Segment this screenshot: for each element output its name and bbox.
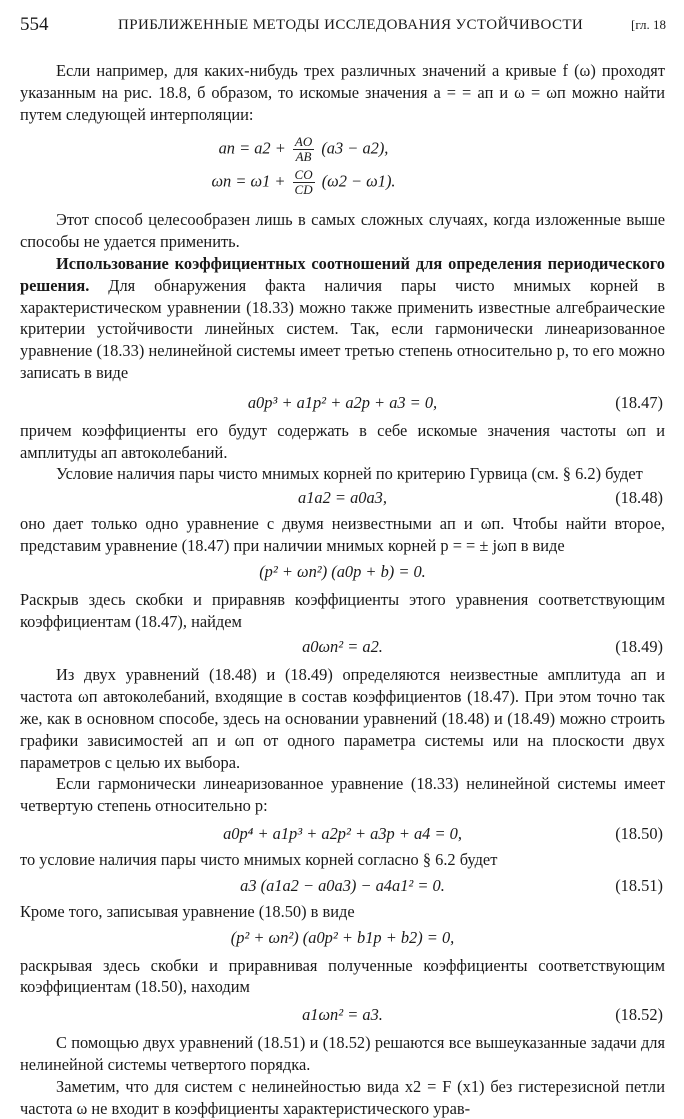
fraction-numerator: CO <box>294 167 313 183</box>
paragraph-4: причем коэффициенты его будут содержать в себе искомые значения частоты ωп и амплитуды aп автоколебаний. <box>20 420 665 462</box>
equation-expression: a0p⁴ + a1p³ + a2p² + a3p + a4 = 0, <box>223 823 462 843</box>
page-body <box>20 60 665 1119</box>
paragraph-11: Кроме того, записывая уравнение (18.50) в виде <box>20 901 355 921</box>
interp-a-right: (a3 − a2), <box>321 138 389 158</box>
paragraph-2: Этот способ целесообразен лишь в самых сложных случаях, когда изложенные выше способы не удается применить. <box>20 210 665 252</box>
equation-18-49 <box>20 636 665 658</box>
equation-number: (18.52) <box>615 1005 663 1025</box>
paragraph-3-body: Для обнаружения факта наличия пары чисто мнимых корней в характеристическом уравнении (18.33) можно также применить известные алгебраические критерии устойчивости линейных систем. Так, если гармонически линеаризованное уравнение (18.33) нелинейной системы имеет третью степень относительно p, то его можно записать в виде <box>20 275 665 382</box>
equation-expression: a0p³ + a1p² + a2p + a3 = 0, <box>247 392 438 412</box>
fraction-denominator: AB <box>295 149 312 165</box>
equation-number: (18.47) <box>615 392 663 412</box>
page-number: 554 <box>20 14 49 35</box>
page-header <box>20 14 666 38</box>
paragraph-7: Раскрыв здесь скобки и приравняв коэффициенты этого уравнения соответствующим коэффициентам (18.47), найдем <box>20 589 665 631</box>
equation-18-50 <box>20 823 665 845</box>
equation-18-48 <box>20 487 665 509</box>
fraction-ao-ab <box>293 135 314 164</box>
equation-18-47 <box>20 392 665 414</box>
paragraph-1: Если например, для каких-нибудь трех различных значений a кривые f (ω) проходят указанным на рис. 18.8, б образом, то искомые значения a = = aп и ω = ωп можно найти путем следующей интерполяции: <box>20 61 665 124</box>
fraction-denominator: CD <box>294 182 313 198</box>
fraction-co-cd <box>293 168 315 197</box>
equation-expression: (p² + ωп²) (a0p + b) = 0. <box>259 561 426 581</box>
paragraph-14: Заметим, что для систем с нелинейностью вида x2 = F (x1) без гистерезисной петли частота ω не входит в коэффициенты характеристического урав- <box>20 1076 665 1118</box>
paragraph-12: раскрывая здесь скобки и приравнивая полученные коэффициенты соответствующим коэффициентам (18.50), находим <box>20 955 665 997</box>
equation-number: (18.49) <box>615 637 663 657</box>
paragraph-9: Если гармонически линеаризованное уравнение (18.33) нелинейной системы имеет четвертую степень относительно p: <box>20 774 665 816</box>
equation-number: (18.51) <box>615 875 663 895</box>
section-heading: Использование коэффициентных соотношений для определения периодического решения. <box>20 253 665 295</box>
equation-expression: a3 (a1a2 − a0a3) − a4a1² = 0. <box>240 875 445 895</box>
interp-w-left: ωп = ω1 + <box>211 171 286 191</box>
equation-number: (18.50) <box>615 823 663 843</box>
paragraph-6: оно дает только одно уравнение с двумя неизвестными aп и ωп. Чтобы найти второе, представим уравнение (18.47) при наличии мнимых корней p = = ± jωп в виде <box>20 514 665 555</box>
paragraph-10: то условие наличия пары чисто мнимых корней согласно § 6.2 будет <box>20 849 498 869</box>
interpolation-formula-a <box>20 135 665 164</box>
equation-factored-cubic <box>20 561 665 583</box>
fraction-numerator: AO <box>294 134 313 150</box>
equation-number: (18.48) <box>615 488 663 508</box>
equation-18-52 <box>20 1004 665 1026</box>
equation-expression: a0ωп² = a2. <box>302 637 383 657</box>
running-title: ПРИБЛИЖЕННЫЕ МЕТОДЫ ИССЛЕДОВАНИЯ УСТОЙЧИВОСТИ <box>118 17 584 33</box>
interp-w-right: (ω2 − ω1). <box>321 171 396 191</box>
paragraph-5: Условие наличия пары чисто мнимых корней по критерию Гурвица (см. § 6.2) будет <box>56 464 643 484</box>
equation-18-51 <box>20 875 665 897</box>
equation-expression: a1a2 = a0a3, <box>298 488 387 508</box>
equation-factored-quartic <box>20 927 665 949</box>
paragraph-3 <box>20 253 665 384</box>
interpolation-formula-w <box>20 168 665 197</box>
equation-expression: a1ωп² = a3. <box>302 1005 383 1025</box>
paragraph-8: Из двух уравнений (18.48) и (18.49) определяются неизвестные амплитуда aп и частота ωп автоколебаний, входящие в состав коэффициентов (18.47). При этом точно так же, как в основном способе, здесь на основании уравнений (18.48) и (18.49) можно строить графики зависимостей aп и ωп от одного параметра системы или на плоскости двух параметров с целью их выбора. <box>20 665 665 772</box>
chapter-label: [гл. 18 <box>631 17 666 32</box>
interp-a-left: aп = a2 + <box>218 138 286 158</box>
equation-expression: (p² + ωп²) (a0p² + b1p + b2) = 0, <box>230 927 455 947</box>
paragraph-13: С помощью двух уравнений (18.51) и (18.52) решаются все вышеуказанные задачи для нелинейной системы четвертого порядка. <box>20 1033 665 1074</box>
